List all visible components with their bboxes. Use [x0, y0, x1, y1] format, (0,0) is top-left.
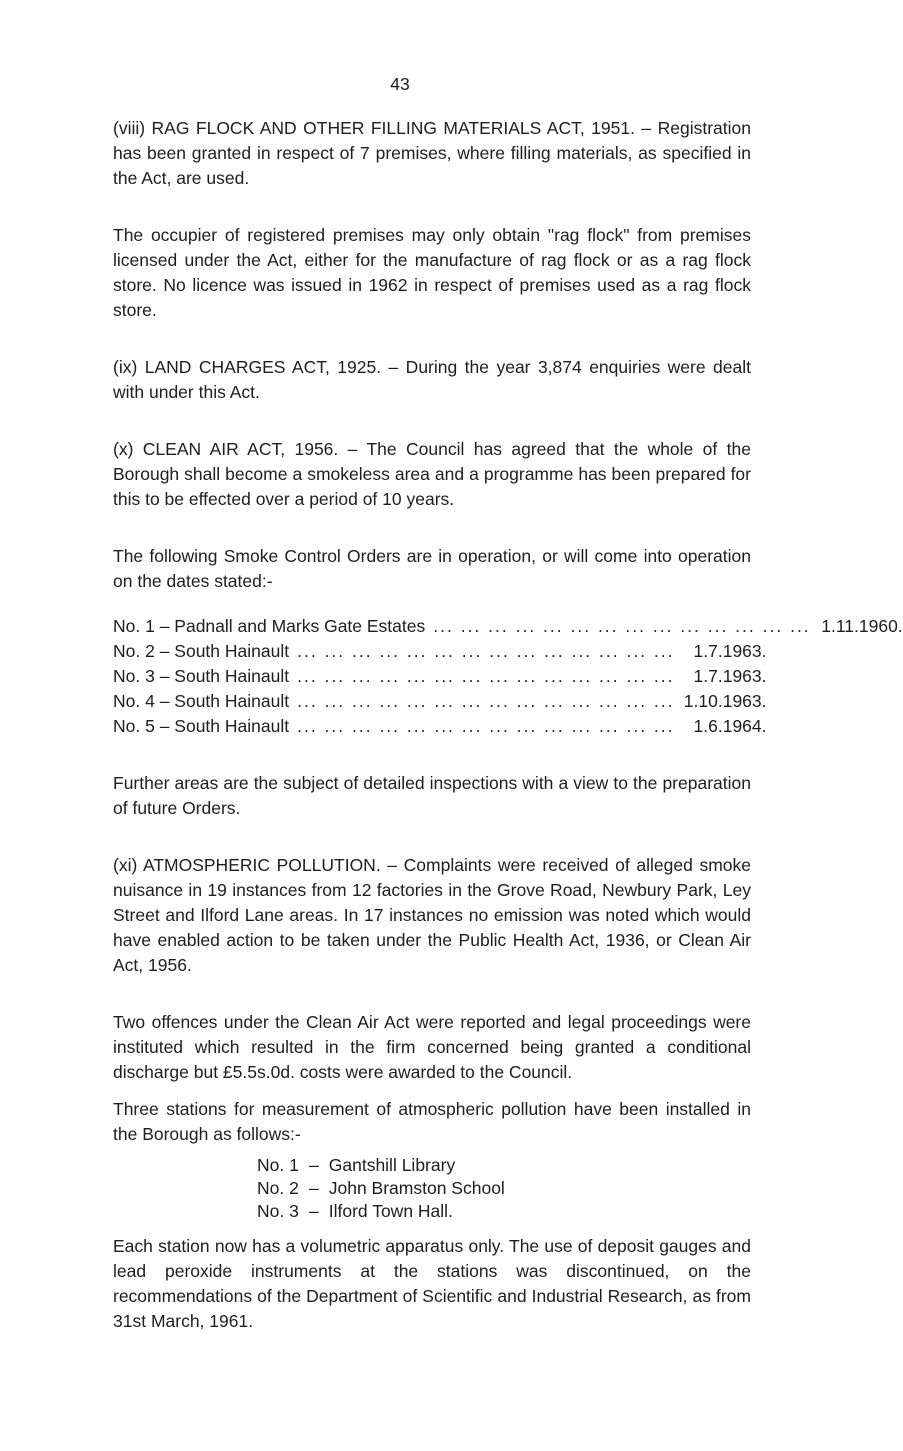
order-label: No. 4 – South Hainault	[113, 691, 290, 711]
order-label: No. 3 – South Hainault	[113, 666, 290, 686]
atmospheric-pollution-paragraph-3: Three stations for measurement of atmospheric pollution have been installed in the Borough as follows:-	[113, 1099, 751, 1144]
atmospheric-pollution-paragraph-1: (xi) ATMOSPHERIC POLLUTION. – Complaints were received of alleged smoke nuisance in 19 instances from 12 factories in the Grove Road, Newbury Park, Ley Street and Ilford Lane areas. In 17 instances no emission was noted which would have enabled action to be taken under the Public Health Act, 1936, or Clean Air Act, 1956.	[113, 855, 751, 975]
smoke-control-order	[113, 689, 767, 714]
order-label: No. 2 – South Hainault	[113, 641, 290, 661]
order-label: No. 1 – Padnall and Marks Gate Estates	[113, 616, 426, 636]
station-item	[257, 1199, 751, 1222]
clean-air-paragraph-3: Further areas are the subject of detailed inspections with a view to the preparation of future Orders.	[113, 773, 751, 818]
smoke-control-order	[113, 714, 767, 739]
station-dash: –	[309, 1178, 319, 1198]
station-dash: –	[309, 1201, 319, 1221]
order-date: 1.10.1963.	[683, 691, 767, 711]
leader-dots: ... ... ... ... ... ... ... ... ... ... ... ... ... ...	[433, 616, 811, 636]
order-label: No. 5 – South Hainault	[113, 716, 290, 736]
station-dash: –	[309, 1155, 319, 1175]
leader-dots: ... ... ... ... ... ... ... ... ... ... ... ... ... ...	[297, 641, 675, 661]
page-body	[113, 70, 903, 1334]
atmospheric-pollution-paragraph-2: Two offences under the Clean Air Act were reported and legal proceedings were instituted which resulted in the firm concerned being granted a conditional discharge but £5.5s.0d. costs were awarded to the Council.	[113, 1012, 751, 1082]
rag-flock-paragraph-2: The occupier of registered premises may only obtain "rag flock" from premises licensed under the Act, either for the manufacture of rag flock or as a rag flock store. No licence was issued in 1962 in respect of premises used as a rag flock store.	[113, 225, 751, 320]
leader-dots: ... ... ... ... ... ... ... ... ... ... ... ... ... ...	[297, 716, 675, 736]
smoke-control-order	[113, 614, 903, 639]
clean-air-paragraph-1: (x) CLEAN AIR ACT, 1956. – The Council has agreed that the whole of the Borough shall become a smokeless area and a programme has been prepared for this to be effected over a period of 10 years.	[113, 439, 751, 509]
pollution-stations-list	[257, 1153, 751, 1222]
leader-dots: ... ... ... ... ... ... ... ... ... ... ... ... ... ...	[297, 691, 675, 711]
leader-dots: ... ... ... ... ... ... ... ... ... ... ... ... ... ...	[297, 666, 675, 686]
order-date: 1.6.1964.	[693, 716, 767, 736]
smoke-control-order	[113, 639, 767, 664]
rag-flock-paragraph-1: (viii) RAG FLOCK AND OTHER FILLING MATERIALS ACT, 1951. – Registration has been granted in respect of 7 premises, where filling materials, as specified in the Act, are used.	[113, 118, 751, 188]
station-number: No. 3	[257, 1201, 299, 1221]
land-charges-paragraph: (ix) LAND CHARGES ACT, 1925. – During the year 3,874 enquiries were dealt with under this Act.	[113, 357, 751, 402]
station-name: John Bramston School	[328, 1178, 505, 1198]
order-date: 1.7.1963.	[693, 641, 767, 661]
station-number: No. 1	[257, 1155, 299, 1175]
clean-air-paragraph-2: The following Smoke Control Orders are in operation, or will come into operation on the dates stated:-	[113, 546, 751, 591]
station-item	[257, 1176, 751, 1199]
station-item	[257, 1153, 751, 1176]
atmospheric-pollution-paragraph-4: Each station now has a volumetric apparatus only. The use of deposit gauges and lead peroxide instruments at the stations was discontinued, on the recommendations of the Department of Scientific and Industrial Research, as from 31st March, 1961.	[113, 1236, 751, 1331]
order-date: 1.7.1963.	[693, 666, 767, 686]
smoke-control-order	[113, 664, 767, 689]
smoke-control-orders-list	[113, 614, 903, 739]
station-name: Ilford Town Hall.	[328, 1201, 453, 1221]
station-number: No. 2	[257, 1178, 299, 1198]
station-name: Gantshill Library	[328, 1155, 456, 1175]
page-number: 43	[390, 74, 410, 94]
order-date: 1.11.1960.	[821, 616, 903, 636]
